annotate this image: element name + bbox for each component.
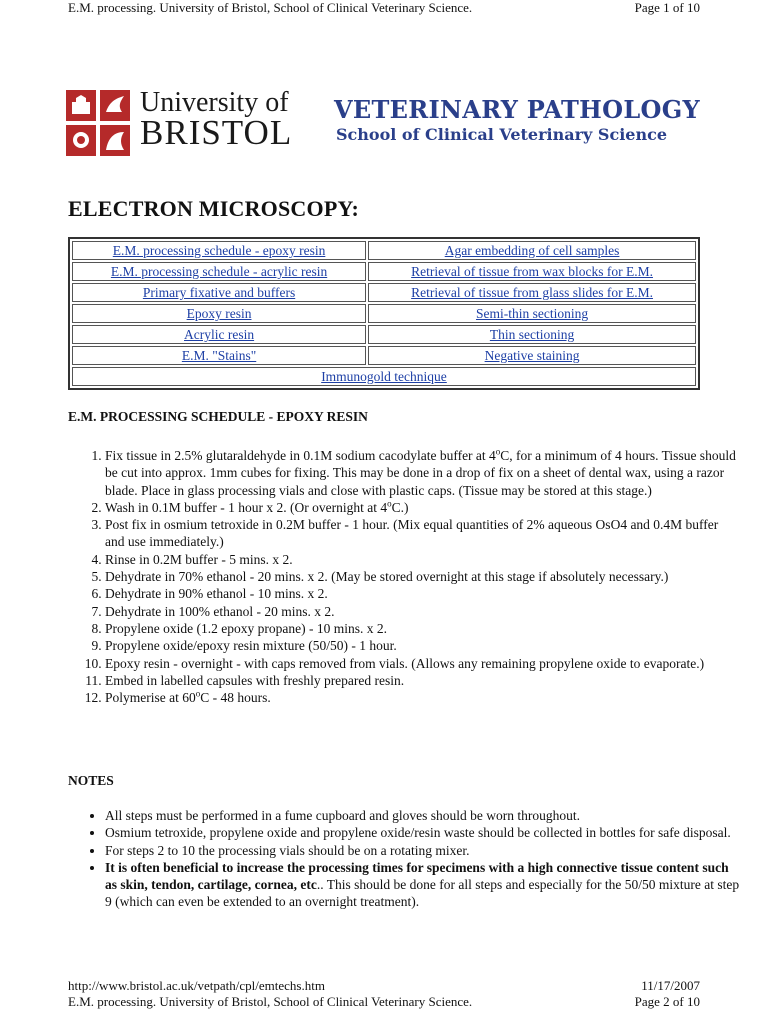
university-line-2: BRISTOL (140, 113, 293, 152)
link-semi-thin-sectioning[interactable]: Semi-thin sectioning (475, 306, 589, 321)
list-item: • It is often beneficial to increase the processing times for specimens with a high connective tissue content such as skin, tendon, cartilage, cornea, etc.. This should be done for all steps and especially for the 50/50 mixture at step 9 (which can even be extended to an overnight treatment). (105, 859, 741, 911)
footer-title: E.M. processing. University of Bristol, School of Clinical Veterinary Science. (68, 994, 473, 1009)
list-item: 2. Wash in 0.1M buffer - 1 hour x 2. (Or overnight at 4$^o$C.) (105, 499, 741, 516)
header-page-number: Page 1 of 10 (634, 0, 700, 15)
link-agar-embedding[interactable]: Agar embedding of cell samples (444, 243, 620, 258)
list-item: • Osmium tetroxide, propylene oxide and propylene oxide/resin waste should be collected in bottles for safe disposal. (105, 824, 741, 841)
list-item: 10. Epoxy resin - overnight - with caps removed from vials. (Allows any remaining propylene oxide to evaporate.) (105, 655, 741, 672)
list-item: 4. Rinse in 0.2M buffer - 5 mins. x 2. (105, 551, 741, 568)
page-header (68, 0, 700, 16)
list-item: 5. Dehydrate in 70% ethanol - 20 mins. x 2. (May be stored overnight at this stage if absolutely necessary.) (105, 568, 741, 585)
link-negative-staining[interactable]: Negative staining (484, 348, 580, 363)
list-item: 12. Polymerise at 60$^o$C - 48 hours. (105, 689, 741, 706)
list-item: 7. Dehydrate in 100% ethanol - 20 mins. x 2. (105, 603, 741, 620)
page-footer (68, 978, 700, 994)
link-glass-slide-retrieval[interactable]: Retrieval of tissue from glass slides for E.M. (411, 285, 653, 300)
department-title: VETERINARY PATHOLOGY (334, 95, 700, 124)
list-item: • For steps 2 to 10 the processing vials should be on a rotating mixer. (105, 842, 741, 859)
link-epoxy-schedule[interactable]: E.M. processing schedule - epoxy resin (112, 243, 326, 258)
footer-date: 11/17/2007 (641, 978, 700, 993)
logo-banner (66, 88, 706, 158)
contents-table (68, 237, 700, 390)
notes-list (68, 807, 741, 911)
link-primary-fixative[interactable]: Primary fixative and buffers (142, 285, 296, 300)
department-subtitle: School of Clinical Veterinary Science (336, 125, 668, 144)
footer-url: http://www.bristol.ac.uk/vetpath/cpl/emtechs.htm (68, 978, 325, 993)
page-title: ELECTRON MICROSCOPY: (68, 196, 360, 221)
department-heading (334, 96, 700, 146)
university-wordmark (140, 87, 293, 152)
next-page-header (68, 994, 700, 1010)
steps-list (68, 447, 741, 706)
link-epoxy-resin[interactable]: Epoxy resin (186, 306, 252, 321)
link-acrylic-schedule[interactable]: E.M. processing schedule - acrylic resin (110, 264, 328, 279)
list-item: • All steps must be performed in a fume cupboard and gloves should be worn throughout. (105, 807, 741, 824)
list-item: 8. Propylene oxide (1.2 epoxy propane) - 10 mins. x 2. (105, 620, 741, 637)
university-line-1: University of (140, 87, 289, 118)
link-thin-sectioning[interactable]: Thin sectioning (489, 327, 575, 342)
link-wax-block-retrieval[interactable]: Retrieval of tissue from wax blocks for E.M. (411, 264, 653, 279)
list-item: 6. Dehydrate in 90% ethanol - 10 mins. x 2. (105, 585, 741, 602)
list-item: 3. Post fix in osmium tetroxide in 0.2M buffer - 1 hour. (Mix equal quantities of 2% aqueous OsO4 and 0.4M buffer and use immediately.) (105, 516, 741, 551)
link-em-stains[interactable]: E.M. "Stains" (181, 348, 257, 363)
link-acrylic-resin[interactable]: Acrylic resin (184, 327, 255, 342)
university-crest-icon (66, 90, 130, 156)
list-item: 11. Embed in labelled capsules with freshly prepared resin. (105, 672, 741, 689)
footer-page-number: Page 2 of 10 (634, 994, 700, 1009)
link-immunogold[interactable]: Immunogold technique (321, 369, 447, 384)
list-item: 1. Fix tissue in 2.5% glutaraldehyde in 0.1M sodium cacodylate buffer at 4$^o$C, for a minimum of 4 hours. Tissue should be cut into approx. 1mm cubes for fixing. This may be done in a drop of fix on a sheet of dental wax, using a razor blade. Place in glass processing vials and close with plastic caps. (Tissue may be stored at this stage.) (105, 447, 741, 499)
header-title: E.M. processing. University of Bristol, School of Clinical Veterinary Science. (68, 0, 473, 15)
section-title: E.M. PROCESSING SCHEDULE - EPOXY RESIN (68, 409, 368, 424)
notes-title: NOTES (68, 773, 114, 788)
list-item: 9. Propylene oxide/epoxy resin mixture (50/50) - 1 hour. (105, 637, 741, 654)
